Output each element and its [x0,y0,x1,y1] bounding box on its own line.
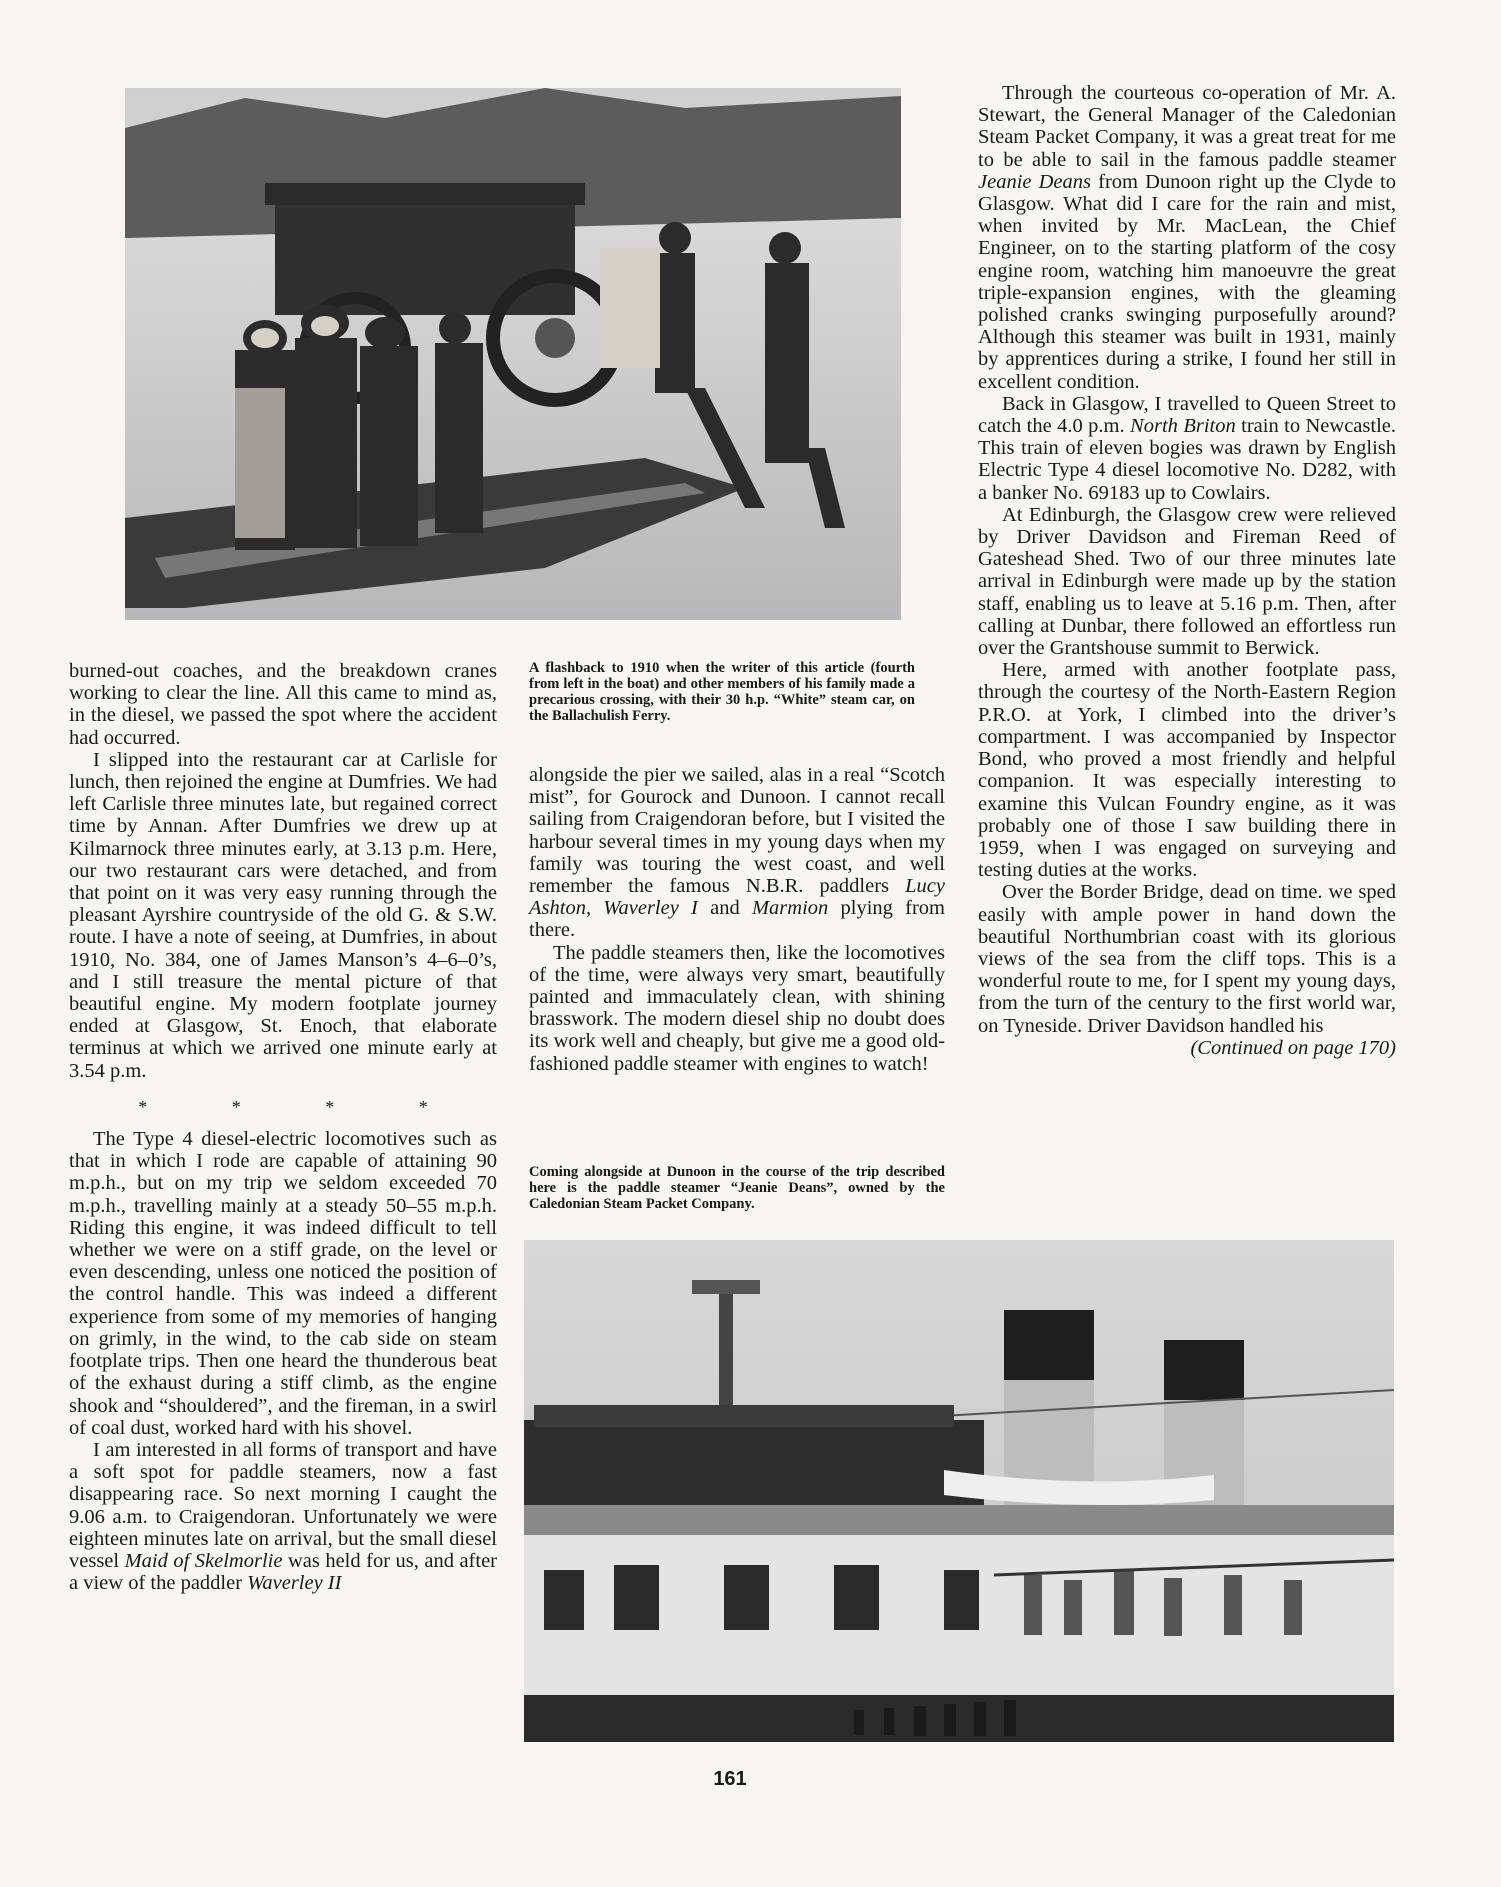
paragraph [69,1439,497,1594]
train-name: North Briton [1130,415,1236,438]
text-run: alongside the pier we sailed, alas in a real “Scotch mist”, for Gourock and Dunoon. I cannot recall sailing from Craigendoran before, but I visited the harbour several times in my young days when my family was touring the west coast, and well remember the famous N.B.R. paddlers [529,764,945,898]
steamer-photo [524,1240,1394,1742]
ferry-photo [125,88,901,620]
steamer-photo-drawing [524,1240,1394,1742]
paragraph [978,393,1396,504]
ship-name: Maid of Skelmorlie [124,1549,283,1572]
column-right [978,82,1396,1059]
text-run: I am interested in all forms of transport and have a soft spot for paddle steamers, now a fast disappearing race. So next morning I caught the 9.06 a.m. to Craigendoran. Unfortunately we were eighteen minutes late on arrival, but the small diesel vessel [69,1438,497,1572]
paragraph: The Type 4 diesel-electric locomotives such as that in which I rode are capable of attaining 90 m.p.h., but on my trip we seldom exceeded 70 m.p.h., travelling mainly at a steady 50–55 m.p.h. Riding this engine, it was indeed difficult to tell whether we were on a stiff grade, on the level or even descending, unless one noticed the position of the control handle. This was indeed a different experience from some of my memories of hanging on grimly, in the wind, to the cab side on steam footplate trips. Then one heard the thunderous beat of the exhaust during a stiff climb, as the engine shook and “shouldered”, and the fireman, in a swirl of coal dust, worked hard with his shovel. [69,1128,497,1439]
text-run: and [697,897,752,920]
text-run: Back in Glasgow, I travelled to Queen Street to catch the 4.0 p.m. [978,392,1396,438]
ship-name: Lucy Ashton, Waverley I [529,875,945,920]
paragraph [978,82,1396,393]
paragraph: At Edinburgh, the Glasgow crew were relieved by Driver Davidson and Fireman Reed of Gateshead Shed. Two of our three minutes late arrival in Edinburgh were made up by the station staff, enabling us to leave at 5.16 p.m. Then, after calling at Dunbar, there followed an effortless run over the Grantshouse summit to Berwick. [978,503,1396,660]
paragraph [529,764,945,942]
paragraph: Over the Border Bridge, dead on time. we sped easily with ample power in hand down the beautiful Northumbrian coast with its glorious views of the sea from the cliff tops. This is a wonderful route to me, for I spent my young days, from the turn of the century to the first world war, on Tyneside. Driver Davidson handled his [978,881,1396,1037]
ferry-photo-caption: A flashback to 1910 when the writer of this article (fourth from left in the boat) and other members of his family made a precarious crossing, with their 30 h.p. “White” steam car, on the Ballachulish Ferry. [529,660,915,724]
continued-note: (Continued on page 170) [1190,1036,1396,1059]
text-run: from Dunoon right up the Clyde to Glasgow. What did I care for the rain and mist, when invited by Mr. MacLean, the Chief Engineer, on to the starting platform of the cosy engine room, watching him manoeuvre the great triple-expansion engines, with the gleaming polished cranks swinging purposefully around? Although this steamer was built in 1931, mainly by apprentices during a strike, I found her still in excellent condition. [978,170,1396,393]
column-left [69,660,497,1594]
ferry-photo-drawing [125,88,901,620]
steamer-photo-caption: Coming alongside at Dunoon in the course of the trip described here is the paddle steamer “Jeanie Deans”, owned by the Caledonian Steam Packet Company. [529,1164,945,1212]
paragraph: I slipped into the restaurant car at Carlisle for lunch, then rejoined the engine at Dumfries. We had left Carlisle three minutes late, but regained correct time by Annan. After Dumfries we drew up at Kilmarnock three minutes early, at 3.13 p.m. Here, our two restaurant cars were detached, and from that point on it was very easy running through the pleasant Ayrshire countryside of the old G. & S.W. route. I have a note of seeing, at Dumfries, in about 1910, No. 384, one of James Manson’s 4–6–0’s, and I still treasure the mental picture of that beautiful engine. My modern footplate journey ended at Glasgow, St. Enoch, that elaborate terminus at which we arrived one minute early at 3.54 p.m. [69,748,497,1082]
text-run: Through the courteous co-operation of Mr. A. Stewart, the General Manager of the Caledonian Steam Packet Company, it was a great treat for me to be able to sail in the famous paddle steamer [978,82,1396,171]
paragraph: Here, armed with another footplate pass, through the courtesy of the North-Eastern Region P.R.O. at York, I climbed into the driver’s compartment. I was accompanied by Inspector Bond, who proved a most friendly and helpful companion. It was especially interesting to examine this Vulcan Foundry engine, as it was probably one of those I saw building there in 1959, when I was engaged on surveying and testing duties at the works. [978,659,1396,882]
ship-name: Jeanie Deans [978,170,1092,193]
column-middle [529,764,945,1075]
section-separator: * * * * [138,1096,468,1117]
text-run: plying from there. [529,897,945,942]
text-run: train to Newcastle. This train of eleven bogies was drawn by English Electric Type 4 diesel locomotive No. D282, with a banker No. 69183 up to Cowlairs. [978,415,1396,504]
ship-name: Waverley II [247,1572,342,1595]
page-number: 161 [713,1768,747,1790]
ship-name: Marmion [751,897,829,920]
paragraph: burned-out coaches, and the breakdown cranes working to clear the line. All this came to mind as, in the diesel, we passed the spot where the accident had occurred. [69,660,497,749]
text-run: was held for us, and after a view of the paddler [69,1549,497,1595]
paragraph: The paddle steamers then, like the locomotives of the time, were always very smart, beautifully painted and immaculately clean, with shining brasswork. The modern diesel ship no doubt does its work well and cheaply, but give me a good old-fashioned paddle steamer with engines to watch! [529,941,945,1075]
